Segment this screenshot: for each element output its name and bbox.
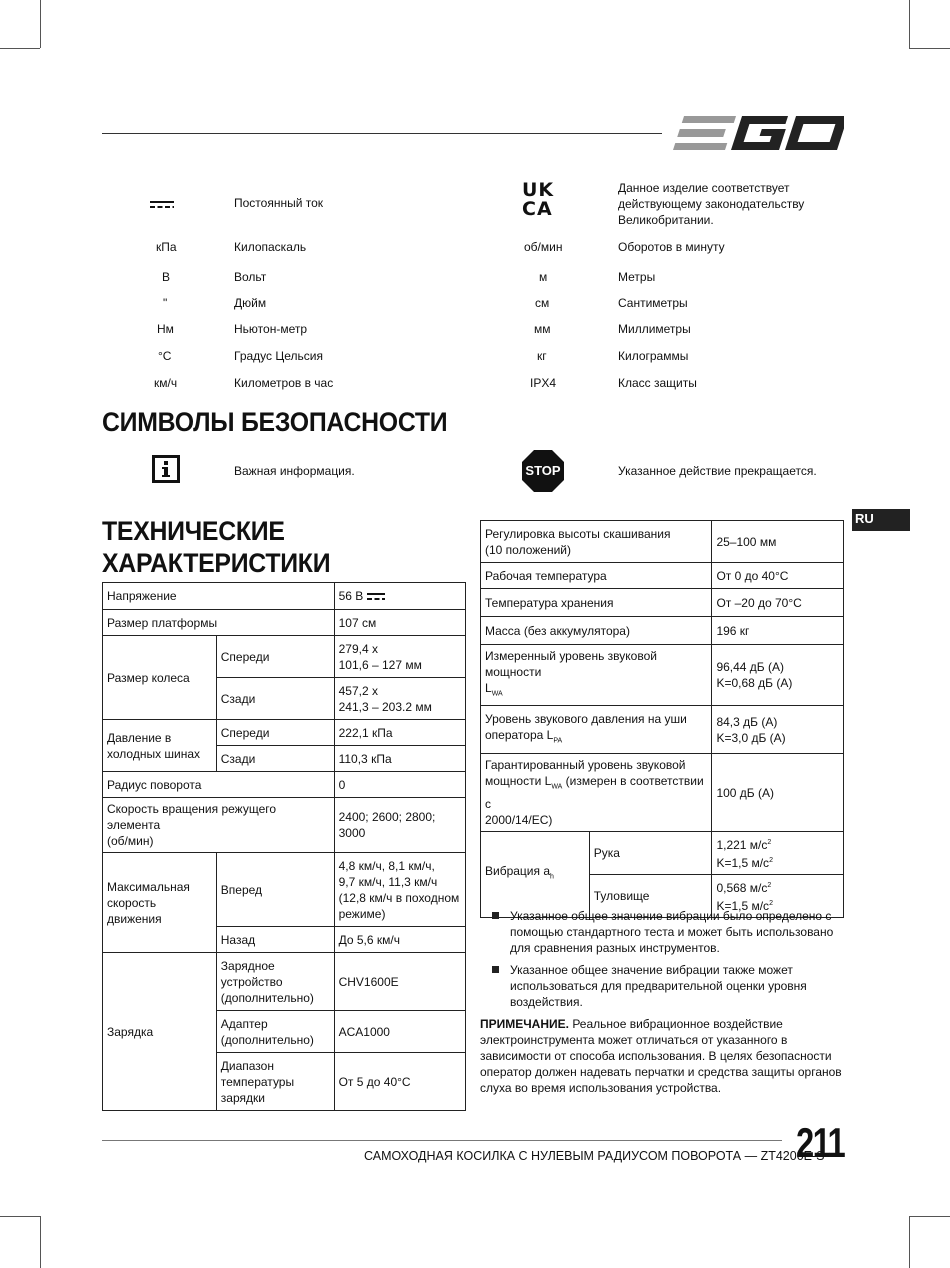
note-text: Реальное вибрационное воздействие электроинструмента может отличаться от указанного в зависимости от способа использования. В целях безопасности оператор должен надевать перчатки и средства защиты органов слуха во время использования устройства. (480, 1017, 842, 1095)
spec-subkey: Адаптер (дополнительно) (216, 1011, 334, 1053)
spec-value: От 5 до 40°C (334, 1053, 465, 1111)
header-rule (102, 133, 662, 134)
spec-key: Рабочая температура (481, 563, 712, 589)
spec-key: Радиус поворота (103, 772, 335, 798)
table-row (481, 706, 844, 754)
unit-label: Километров в час (234, 376, 334, 390)
spec-value: 4,8 км/ч, 8,1 км/ч, 9,7 км/ч, 11,3 км/ч (12,8 км/ч в походном режиме) (334, 853, 465, 927)
spec-value: 196 кг (712, 617, 844, 645)
crop-mark (0, 48, 40, 49)
spec-subkey: Спереди (216, 636, 334, 678)
spec-value: 0,568 $м/c^2$ K=1,5 $м/c^2$ (712, 874, 844, 917)
spec-key: Напряжение (103, 583, 335, 610)
info-icon (152, 455, 180, 483)
spec-value: 2400; 2600; 2800; 3000 (334, 798, 465, 853)
spec-value: CHV1600E (334, 953, 465, 1011)
unit-symbol: кг (537, 349, 547, 363)
unit-symbol: IPX4 (530, 376, 557, 390)
spec-key: Скорость вращения режущего элемента (об/мин) (103, 798, 335, 853)
unit-label: Метры (618, 270, 656, 284)
list-item: Указанное общее значение вибрации было определено с помощью стандартного теста и может быть использовано для сравнения разных инструментов. (492, 908, 842, 956)
crop-mark (909, 0, 910, 48)
crop-mark (909, 1216, 950, 1217)
stop-sign-icon (521, 449, 565, 493)
spec-key: Уровень звукового давления на уши оператора $L_{PA}$ (481, 706, 712, 754)
unit-symbol: кПа (156, 240, 177, 254)
table-row (103, 636, 466, 678)
unit-label: Вольт (234, 270, 267, 284)
footer-rule (102, 1140, 782, 1141)
spec-subkey: Спереди (216, 720, 334, 746)
table-row (481, 563, 844, 589)
unit-symbol: см (535, 296, 550, 310)
spec-key: Давление в холодных шинах (103, 720, 217, 772)
table-row (103, 853, 466, 927)
spec-key: Зарядка (103, 953, 217, 1111)
spec-value: ACA1000 (334, 1011, 465, 1053)
unit-label: Килограммы (618, 349, 689, 363)
unit-label: Класс защиты (618, 376, 697, 390)
spec-value: 110,3 кПа (334, 746, 465, 772)
unit-symbol: м (539, 270, 548, 284)
bullet-icon (492, 966, 499, 973)
safety-heading: СИМВОЛЫ БЕЗОПАСНОСТИ (102, 407, 448, 437)
spec-value: От 0 до 40°C (712, 563, 844, 589)
spec-value: От –20 до 70°C (712, 589, 844, 617)
spec-subkey: Рука (589, 831, 712, 874)
spec-subkey: Сзади (216, 746, 334, 772)
language-tab: RU (852, 509, 910, 531)
spec-key: Измеренный уровень звуковой мощности $L_{WA}$ (481, 645, 712, 706)
unit-symbol: °C (158, 349, 172, 363)
spec-value: 100 дБ (A) (712, 754, 844, 831)
spec-key: Размер платформы (103, 610, 335, 636)
stop-sign-text: STOP (525, 463, 561, 478)
spec-subkey: Диапазон температуры зарядки (216, 1053, 334, 1111)
crop-mark (909, 48, 950, 49)
note-paragraph (480, 1016, 844, 1096)
spec-value: 0 (334, 772, 465, 798)
unit-label: Постоянный ток (234, 196, 324, 210)
bullet-icon (492, 912, 499, 919)
tech-heading (102, 515, 330, 579)
crop-mark (40, 1216, 41, 1268)
spec-key: Масса (без аккумулятора) (481, 617, 712, 645)
table-row (481, 831, 844, 874)
unit-label: Сантиметры (618, 296, 688, 310)
spec-subkey: Назад (216, 927, 334, 953)
table-row (481, 589, 844, 617)
ego-logo (672, 110, 844, 159)
table-row (481, 754, 844, 831)
table-row (481, 645, 844, 706)
stop-label: Указанное действие прекращается. (618, 464, 817, 478)
crop-mark (0, 1216, 40, 1217)
crop-mark (40, 0, 41, 48)
table-row (481, 521, 844, 563)
tech-heading-line2: ХАРАКТЕРИСТИКИ (102, 548, 331, 578)
table-row (103, 953, 466, 1011)
spec-key: Максимальная скорость движения (103, 853, 217, 953)
spec-key: Температура хранения (481, 589, 712, 617)
spec-subkey: Туловище (589, 874, 712, 917)
unit-symbol: км/ч (154, 376, 178, 390)
table-row (103, 720, 466, 746)
table-row (103, 583, 466, 610)
unit-label: Данное изделие соответствует действующему законодательству Великобритании. (618, 181, 805, 227)
ukca-mark-icon: UK CA (522, 179, 555, 220)
unit-symbol: " (163, 296, 168, 310)
dc-current-icon (367, 592, 385, 601)
spec-key: Регулировка высоты скашивания (10 положений) (481, 521, 712, 563)
spec-subkey: Вперед (216, 853, 334, 927)
note-label: ПРИМЕЧАНИЕ. (480, 1017, 569, 1031)
spec-key: Гарантированный уровень звуковой мощности $L_{WA}$ (измерен в соответствии с 2000/14/EC) (481, 754, 712, 831)
spec-value: До 5,6 км/ч (334, 927, 465, 953)
spec-table-left (102, 582, 466, 1111)
spec-subkey: Сзади (216, 678, 334, 720)
spec-value: 107 см (334, 610, 465, 636)
unit-symbol: Нм (157, 322, 174, 336)
spec-table-right (480, 520, 844, 918)
dc-current-icon (150, 197, 174, 211)
page-number: 211 (796, 1119, 845, 1166)
table-row (481, 617, 844, 645)
spec-value: 279,4 x 101,6 – 127 мм (334, 636, 465, 678)
unit-label: Килопаскаль (234, 240, 307, 254)
table-row (103, 798, 466, 853)
spec-key: Вибрация $a_h$ (481, 831, 590, 917)
unit-label: Дюйм (234, 296, 267, 310)
footer-title: САМОХОДНАЯ КОСИЛКА С НУЛЕВЫМ РАДИУСОМ ПОВОРОТА — ZT4200E-S (364, 1149, 825, 1163)
unit-symbol: В (162, 270, 171, 284)
spec-value: 96,44 дБ (A) K=0,68 дБ (A) (712, 645, 844, 706)
unit-label: Градус Цельсия (234, 349, 323, 363)
table-row (103, 772, 466, 798)
spec-value: 1,221 $м/c^2$ K=1,5 $м/c^2$ (712, 831, 844, 874)
info-label: Важная информация. (234, 464, 355, 478)
spec-value: 457,2 x 241,3 – 203.2 мм (334, 678, 465, 720)
crop-mark (909, 1216, 910, 1268)
table-row (103, 610, 466, 636)
spec-key: Размер колеса (103, 636, 217, 720)
unit-label: Оборотов в минуту (618, 240, 725, 254)
unit-symbol: об/мин (524, 240, 563, 254)
spec-value: 25–100 мм (712, 521, 844, 563)
spec-subkey: Зарядное устройство (дополнительно) (216, 953, 334, 1011)
list-item: Указанное общее значение вибрации также может использоваться для предварительной оценки уровня воздействия. (492, 962, 842, 1010)
unit-label: Ньютон-метр (234, 322, 308, 336)
unit-label: Миллиметры (618, 322, 691, 336)
spec-value: 84,3 дБ (A) K=3,0 дБ (A) (712, 706, 844, 754)
spec-value: 56 В (334, 583, 465, 610)
unit-symbol: мм (534, 322, 551, 336)
spec-value: 222,1 кПа (334, 720, 465, 746)
tech-heading-line1: ТЕХНИЧЕСКИЕ (102, 516, 285, 546)
